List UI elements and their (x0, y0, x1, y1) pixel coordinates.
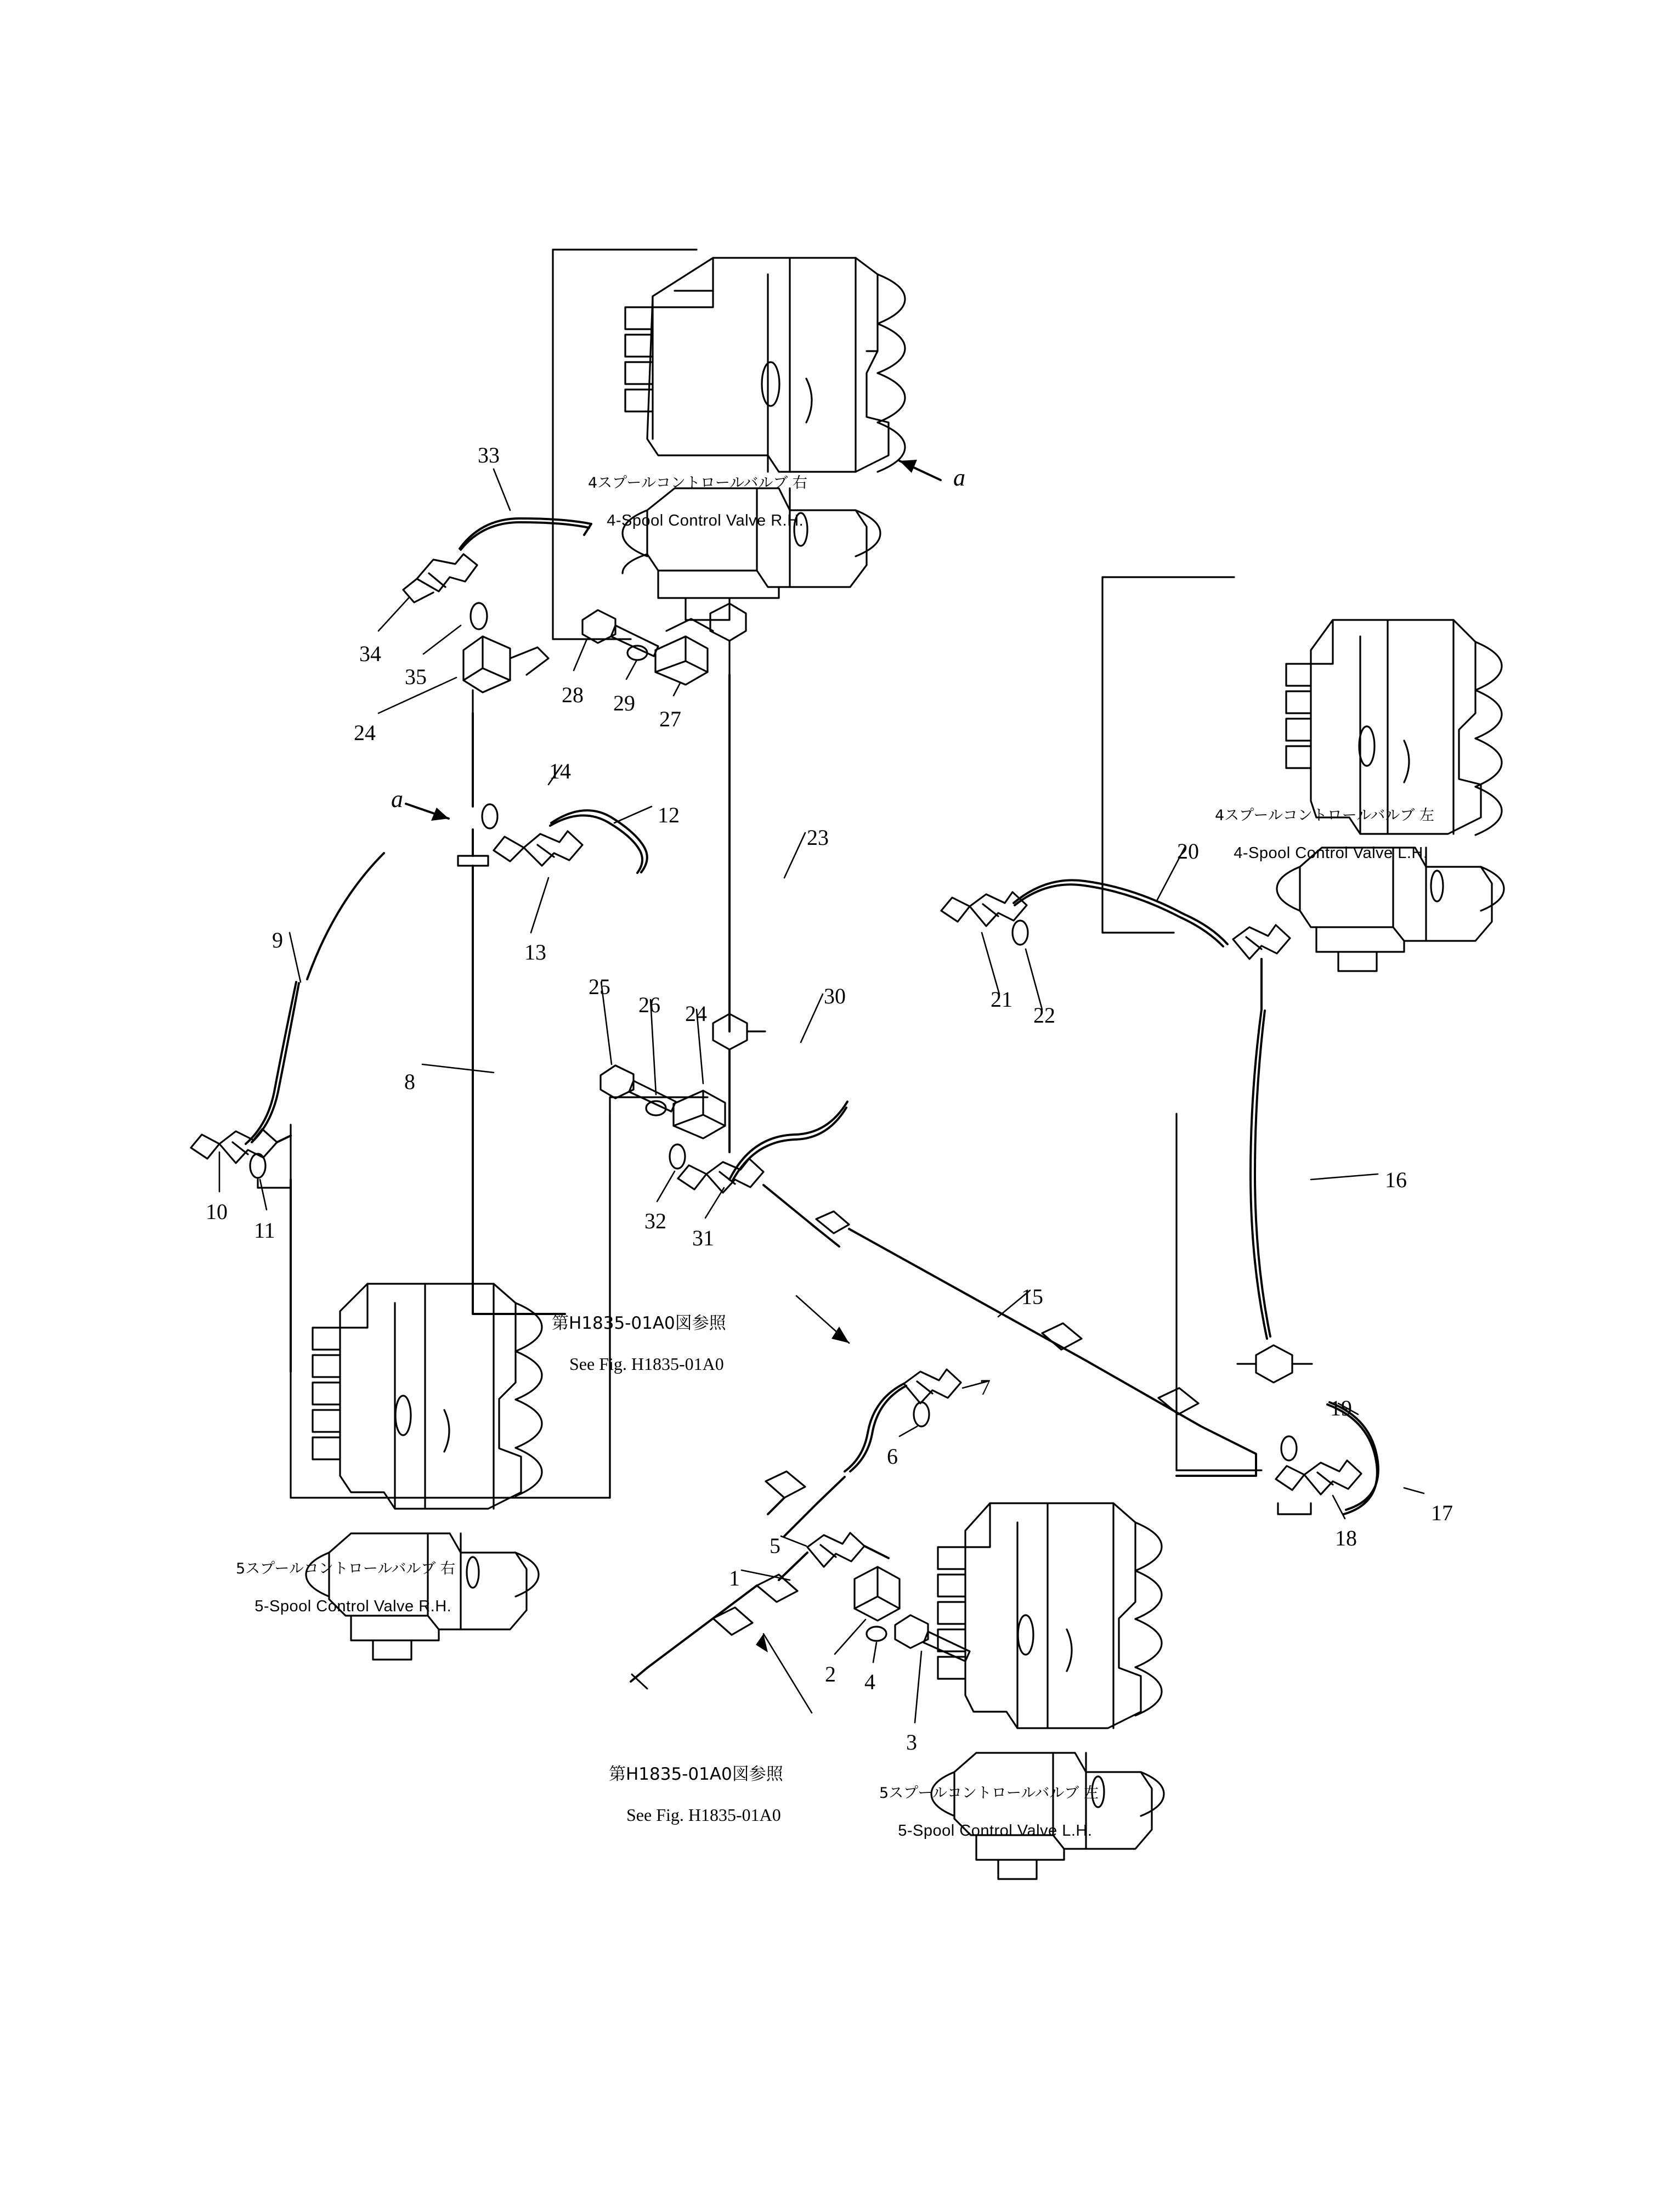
joint-23-mid (713, 1014, 765, 1050)
item-number-18: 18 (1335, 1526, 1357, 1550)
caption-valve-5-spool-lh (879, 1747, 1099, 1859)
washer-35 (471, 603, 487, 629)
item-number-14: 14 (549, 759, 571, 783)
elbow-5 (807, 1533, 864, 1567)
elbow-16-top (1233, 925, 1290, 959)
joint-23-top (710, 603, 746, 675)
item-number-17: 17 (1431, 1500, 1453, 1525)
elbow-31 (678, 1159, 763, 1193)
caption-valve-4-spool-lh (1215, 770, 1434, 881)
clamp-27 (655, 619, 713, 685)
coupler-15b (1042, 1323, 1082, 1350)
caption-valve-5-spool-rh (236, 1523, 455, 1634)
elbow-18 (1276, 1460, 1361, 1494)
item-number-4: 4 (864, 1669, 875, 1694)
coupler-15a (816, 1211, 849, 1233)
figure-reference-en: See Fig. H1835-01A0 (626, 1804, 781, 1825)
fitting-7 (904, 1369, 961, 1403)
washer-14 (482, 804, 497, 828)
tee-24-upper (463, 636, 548, 713)
coupler-1b (713, 1607, 753, 1635)
joint-19 (1237, 1345, 1312, 1383)
item-number-8: 8 (404, 1069, 415, 1094)
elbow-13 (494, 831, 582, 866)
figure-reference-top (552, 1272, 726, 1395)
elbow-34 (403, 554, 477, 602)
figure-reference-jp: 第H1835-01A0図参照 (609, 1764, 783, 1784)
item-number-10: 10 (206, 1199, 228, 1224)
item-number-21: 21 (991, 987, 1012, 1012)
item-number-33: 33 (478, 443, 500, 467)
item-number-2: 2 (825, 1662, 836, 1686)
item-number-31: 31 (692, 1226, 714, 1250)
item-number-27: 27 (659, 707, 681, 731)
callout-a-left: a (391, 786, 403, 813)
item-number-26: 26 (638, 992, 660, 1017)
elbow-21 (941, 892, 1027, 926)
clamp-2 (855, 1567, 900, 1621)
caption-en: 5-Spool Control Valve R.H. (254, 1597, 452, 1615)
item-number-12: 12 (658, 803, 680, 827)
figure-reference-jp: 第H1835-01A0図参照 (552, 1313, 726, 1333)
item-number-29: 29 (613, 691, 635, 715)
item-number-24-upper: 24 (354, 720, 376, 745)
item-number-6: 6 (887, 1444, 898, 1469)
coupler-15c (1158, 1388, 1198, 1414)
item-number-9: 9 (272, 928, 283, 952)
item-number-7: 7 (980, 1375, 991, 1400)
item-number-22: 22 (1033, 1003, 1055, 1028)
callout-a-right: a (953, 464, 965, 491)
caption-jp: 5スプールコントロールバルブ 左 (879, 1785, 1099, 1802)
item-number-5: 5 (770, 1533, 780, 1558)
washer-4 (867, 1627, 886, 1641)
washer-18b (1281, 1436, 1297, 1460)
item-number-35: 35 (405, 664, 427, 689)
item-number-13: 13 (524, 940, 546, 964)
item-number-30: 30 (824, 984, 846, 1008)
washer-22 (1012, 921, 1028, 945)
item-number-20: 20 (1177, 839, 1199, 864)
caption-jp: 4スプールコントロールバルブ 左 (1215, 807, 1434, 825)
washer-6 (914, 1402, 929, 1426)
item-number-19: 19 (1330, 1396, 1352, 1420)
caption-valve-4-spool-rh (588, 437, 807, 549)
item-number-32: 32 (644, 1209, 666, 1233)
washer-32 (670, 1144, 685, 1169)
figure-reference-en: See Fig. H1835-01A0 (569, 1353, 724, 1374)
item-number-1: 1 (729, 1566, 740, 1590)
caption-jp: 5スプールコントロールバルブ 右 (236, 1560, 455, 1578)
item-number-34: 34 (359, 641, 381, 666)
coupler-5a (766, 1471, 805, 1498)
item-number-23: 23 (807, 825, 829, 850)
item-number-11: 11 (254, 1218, 275, 1243)
item-number-16: 16 (1385, 1167, 1407, 1192)
caption-en: 4-Spool Control Valve L.H. (1234, 844, 1428, 862)
item-number-15: 15 (1021, 1284, 1043, 1309)
item-number-24-lower: 24 (685, 1001, 707, 1026)
caption-en: 4-Spool Control Valve R.H. (607, 511, 804, 529)
item-number-25: 25 (589, 974, 610, 999)
washer-11 (250, 1154, 265, 1178)
item-number-3: 3 (906, 1730, 917, 1754)
figure-reference-bottom (609, 1723, 783, 1846)
item-number-28: 28 (562, 682, 584, 707)
coupler-1a (757, 1575, 797, 1602)
caption-en: 5-Spool Control Valve L.H. (898, 1821, 1093, 1840)
bolt-3 (895, 1615, 970, 1661)
caption-jp: 4スプールコントロールバルブ 右 (588, 475, 807, 492)
